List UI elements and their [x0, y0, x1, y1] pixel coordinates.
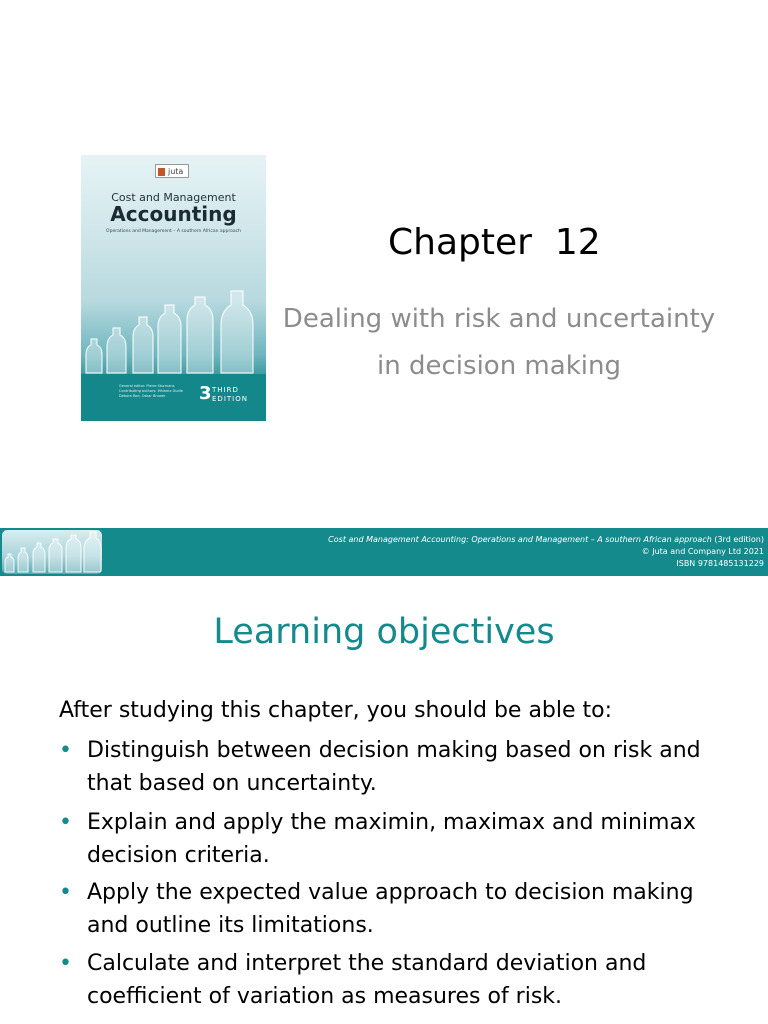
chapter-subtitle-line1: Dealing with risk and uncertainty [282, 304, 716, 334]
book-cover [81, 155, 266, 421]
cover-author-line: General editor: Pierre Sturmans [119, 384, 175, 388]
chapter-subtitle [260, 296, 738, 390]
slide-title: Learning objectives [213, 612, 555, 652]
publisher-logo [155, 164, 189, 178]
intro-text: After studying this chapter, you should be able to: [59, 698, 613, 723]
list-item-line: decision criteria. [87, 843, 270, 868]
edition-label-line2: EDITION [212, 395, 248, 403]
banner-book-title: Cost and Management Accounting: Operations and Management – A southern African approach [328, 535, 712, 544]
cover-title-line2: Accounting [110, 202, 237, 226]
chapter-subtitle-line2: in decision making [377, 351, 621, 381]
cover-author-line: Contributing authors: Mhlamo Gudle [119, 389, 183, 393]
cover-subtitle: Operations and Management – A southern African approach [106, 229, 241, 234]
list-item-line: Explain and apply the maximin, maximax and minimax [87, 810, 696, 835]
banner-isbn: ISBN 9781485131229 [676, 559, 764, 568]
list-item-line: Distinguish between decision making based on risk and [87, 738, 701, 763]
banner-copyright: © Juta and Company Ltd 2021 [641, 547, 764, 556]
banner-bottles-image [2, 530, 102, 574]
list-item-line: Apply the expected value approach to decision making [87, 880, 694, 905]
list-item-line: that based on uncertainty. [87, 771, 377, 796]
bullet-icon: • [59, 738, 72, 763]
footer-banner [0, 528, 768, 576]
publisher-logo-icon [158, 168, 165, 176]
banner-citation [328, 534, 764, 570]
bottles-illustration [81, 285, 266, 380]
learning-objectives-slide [0, 576, 768, 1024]
list-item-line: and outline its limitations. [87, 913, 374, 938]
bullet-icon: • [59, 810, 72, 835]
edition-number: 3 [199, 383, 212, 404]
publisher-name: juta [168, 167, 184, 176]
cover-title-line1: Cost and Management [111, 191, 236, 204]
list-item-line: Calculate and interpret the standard deviation and [87, 951, 647, 976]
banner-bottles-illustration [2, 530, 102, 574]
cover-author-line: Debora Roe, Oskar Bruwer [119, 394, 166, 398]
banner-edition: (3rd edition) [711, 535, 764, 544]
edition-label-line1: THIRD [212, 386, 239, 394]
edition-label [212, 386, 248, 404]
cover-authors [119, 384, 183, 399]
chapter-title: Chapter 12 [388, 222, 601, 263]
bullet-icon: • [59, 880, 72, 905]
list-item-line: coefficient of variation as measures of risk. [87, 984, 563, 1009]
bullet-icon: • [59, 951, 72, 976]
